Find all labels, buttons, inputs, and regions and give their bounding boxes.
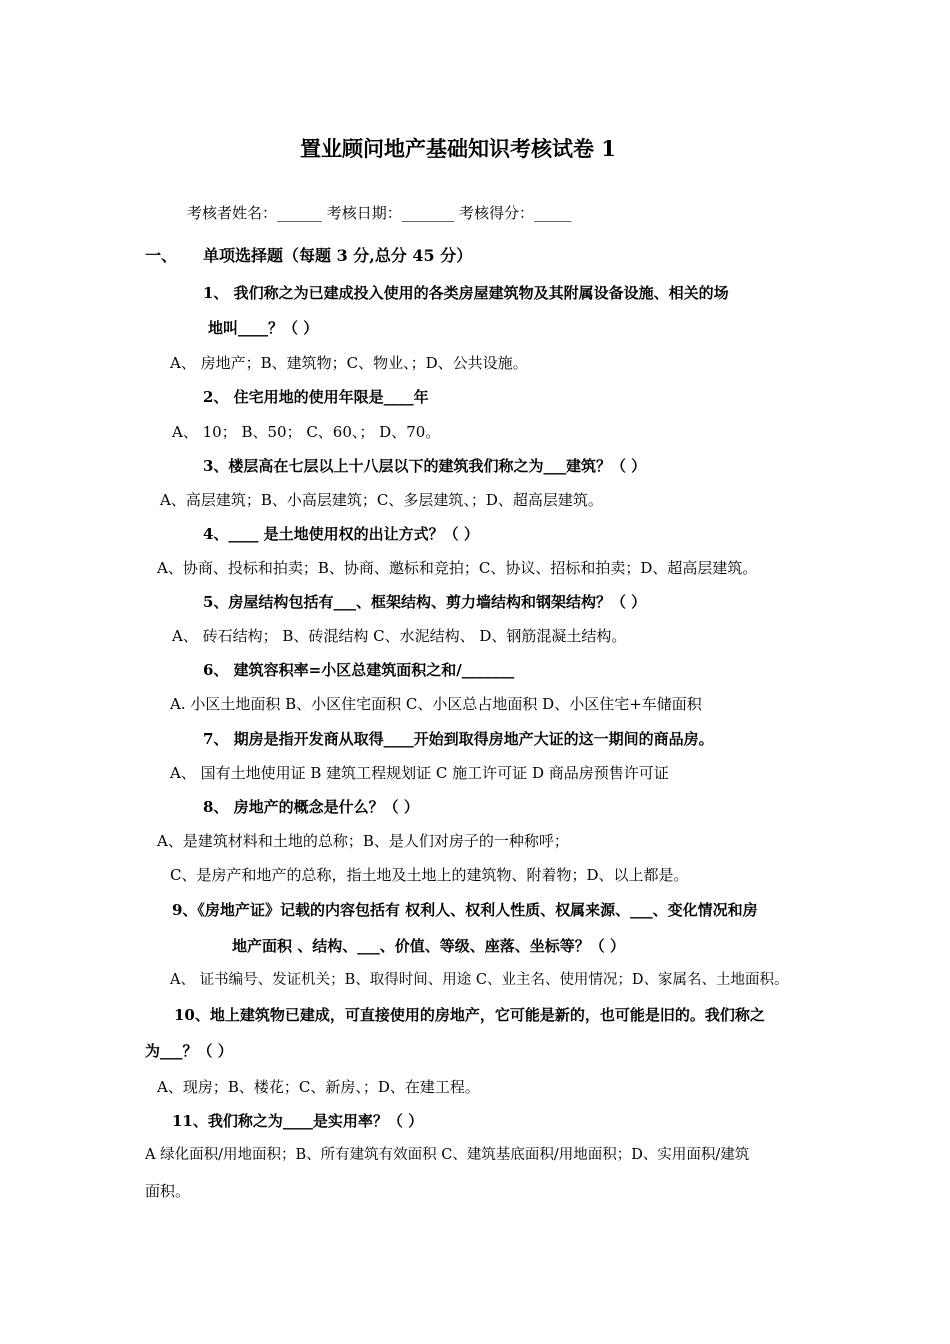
- question-2-options: A、 10； B、50； C、60、； D、70。: [172, 423, 441, 441]
- question-6-options: A. 小区土地面积 B、小区住宅面积 C、小区总占地面积 D、小区住宅+车储面积: [170, 695, 702, 713]
- question-9-options: A、 证书编号、发证机关；B、取得时间、用途 C、业主名、使用情况；D、家属名、土地面积。: [170, 972, 789, 988]
- question-5-stem: 5、房屋结构包括有___、框架结构、剪力墙结构和钢架结构？（ ）: [203, 593, 647, 611]
- info-line: 考核者姓名：______ 考核日期：_______ 考核得分：_____: [187, 204, 572, 222]
- question-10-options: A、现房；B、楼花；C、新房、；D、在建工程。: [157, 1078, 480, 1096]
- section-heading: 单项选择题（每题 3 分,总分 45 分）: [203, 246, 473, 265]
- question-8-stem: 8、 房地产的概念是什么？（ ）: [203, 798, 419, 816]
- question-11-options-line-2: 面积。: [145, 1182, 191, 1200]
- question-11-stem: 11、我们称之为____是实用率？（ ）: [172, 1112, 424, 1130]
- question-10-stem-line-2: 为___？（ ）: [145, 1042, 233, 1060]
- question-3-options: A、高层建筑；B、小高层建筑；C、多层建筑、；D、超高层建筑。: [160, 491, 603, 509]
- question-4-options: A、协商、投标和拍卖；B、协商、邀标和竞拍；C、协议、招标和拍卖；D、超高层建筑。: [157, 559, 758, 577]
- question-3-stem: 3、楼层高在七层以上十八层以下的建筑我们称之为___建筑？（ ）: [203, 457, 647, 475]
- question-6-stem: 6、 建筑容积率=小区总建筑面积之和/_______: [203, 661, 515, 679]
- question-4-stem: 4、____ 是土地使用权的出让方式？（ ）: [203, 525, 479, 543]
- question-2-stem: 2、 住宅用地的使用年限是____年: [203, 388, 429, 406]
- question-7-stem: 7、 期房是指开发商从取得____开始到取得房地产大证的这一期间的商品房。: [203, 730, 714, 748]
- question-1-options: A、 房地产；B、建筑物；C、物业、；D、公共设施。: [170, 354, 528, 372]
- question-7-options: A、 国有土地使用证 B 建筑工程规划证 C 施工许可证 D 商品房预售许可证: [170, 764, 669, 782]
- question-8-options-line-2: C、是房产和地产的总称，指土地及土地上的建筑物、附着物；D、以上都是。: [170, 866, 689, 884]
- question-8-options-line-1: A、是建筑材料和土地的总称；B、是人们对房子的一种称呼；: [157, 832, 569, 850]
- question-10-stem-line-1: 10、地上建筑物已建成，可直接使用的房地产，它可能是新的，也可能是旧的。我们称之: [174, 1006, 765, 1024]
- question-9-stem-line-2: 地产面积 、结构、___、价值、等级、座落、坐标等？（ ）: [232, 937, 625, 955]
- question-9-stem-line-1: 9、《房地产证》记载的内容包括有 权利人、权利人性质、权属来源、___、变化情况和房: [172, 901, 758, 919]
- question-5-options: A、 砖石结构； B、砖混结构 C、水泥结构、 D、钢筋混凝土结构。: [172, 627, 627, 645]
- page-title: 置业顾问地产基础知识考核试卷 1: [300, 136, 616, 161]
- question-1-stem-line-2: 地叫____？（ ）: [208, 319, 319, 337]
- question-1-stem-line-1: 1、 我们称之为已建成投入使用的各类房屋建筑物及其附属设备设施、相关的场: [203, 284, 729, 302]
- question-11-options-line-1: A 绿化面积/用地面积；B、所有建筑有效面积 C、建筑基底面积/用地面积；D、实用面积/建筑: [145, 1147, 750, 1163]
- section-number: 一、: [145, 246, 178, 265]
